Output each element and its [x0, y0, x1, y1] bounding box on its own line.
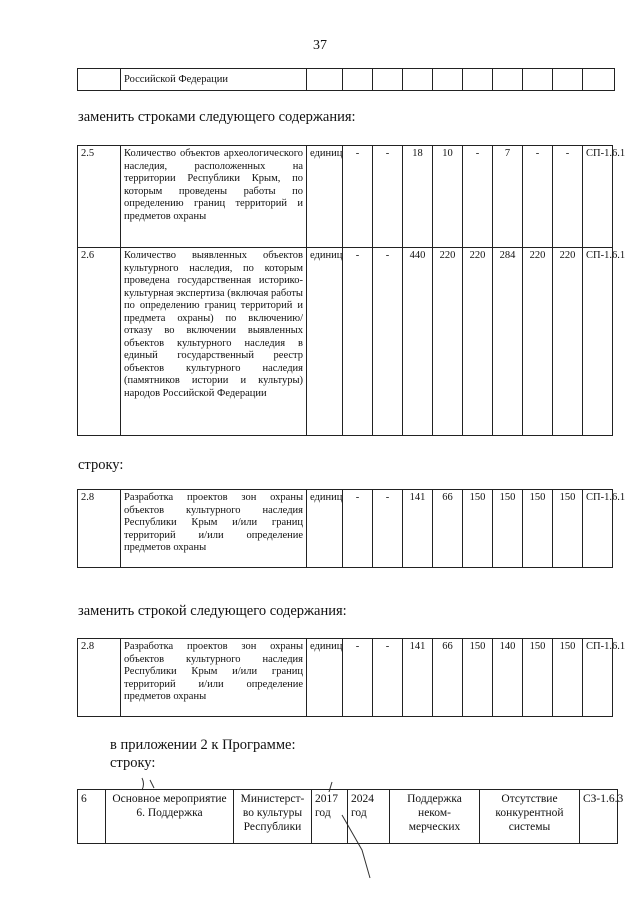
cell-desc: Количество объектов археологического наследия, расположенных на территории Республики Крым, по которым проведены работы по определению границ территорий и предметов охраны — [121, 146, 307, 248]
appendix-table — [77, 789, 624, 844]
cell-name: Основное мероприятие 6. Поддержка — [106, 790, 234, 844]
instruction-text: строку: — [78, 457, 124, 473]
cell-value: 141 — [403, 490, 433, 568]
cell-unit: единиц — [307, 248, 343, 436]
cell-value: 66 — [433, 490, 463, 568]
cell-value: - — [553, 146, 583, 248]
cell-desc: Количество выявленных объектов культурного наследия, по которым проведена государственная историко-культурная экспертиза (включая работы по определению границ территорий и предмета охраны) по включению/отказу во включении выявленных объектов культурного наследия в единый государственный реестр объектов культурного наследия (памятников истории и культуры) народов Российской Федерации — [121, 248, 307, 436]
table-row — [78, 248, 613, 436]
cell-value: - — [343, 146, 373, 248]
cell-value: 284 — [493, 248, 523, 436]
cell-value: 150 — [553, 490, 583, 568]
cell-org: Министерст-во культуры Республики — [234, 790, 312, 844]
cell-desc: Разработка проектов зон охраны объектов культурного наследия Республики Крым и/или границ территорий и/или определение предметов охраны — [121, 639, 307, 717]
page-number: 37 — [313, 38, 327, 53]
cell-value: 150 — [553, 639, 583, 717]
cell-code: СП-1.6.1 — [583, 490, 613, 568]
cell-value: - — [463, 146, 493, 248]
top-table — [77, 68, 615, 91]
cell-num: 2.6 — [78, 248, 121, 436]
table-row — [78, 69, 615, 91]
cell-end: 2024 год — [348, 790, 390, 844]
cell-value: - — [373, 146, 403, 248]
old-row-table — [77, 489, 626, 568]
cell-value: 150 — [463, 490, 493, 568]
cell-code: СП-1.6.1 — [583, 146, 613, 248]
cell-value: 150 — [493, 490, 523, 568]
instruction-text: заменить строкой следующего содержания: — [78, 603, 347, 619]
table-row — [78, 490, 613, 568]
table-row — [78, 639, 613, 717]
cell-value: 7 — [493, 146, 523, 248]
cell-value: - — [373, 639, 403, 717]
cell-value: 150 — [463, 639, 493, 717]
table-row — [78, 790, 618, 844]
cell-code: СЗ-1.6.3 — [580, 790, 618, 844]
new-row-table — [77, 638, 626, 717]
cell-value: 220 — [553, 248, 583, 436]
cell-value: 220 — [523, 248, 553, 436]
cell-value: 440 — [403, 248, 433, 436]
cell-desc: Разработка проектов зон охраны объектов культурного наследия Республики Крым и/или границ территорий и/или определение предметов охраны — [121, 490, 307, 568]
instruction-text: строку: — [110, 755, 156, 771]
replacement-table — [77, 145, 626, 436]
cell-code: СП-1.6.1 — [583, 639, 613, 717]
cell-value: - — [373, 490, 403, 568]
cell-value: - — [343, 639, 373, 717]
cell-unit: единиц — [307, 490, 343, 568]
cell-num: 2.5 — [78, 146, 121, 248]
cell-value: 220 — [433, 248, 463, 436]
cell-desc: Российской Федерации — [121, 69, 307, 91]
cell-value: - — [523, 146, 553, 248]
cell-unit: единиц — [307, 146, 343, 248]
instruction-text: заменить строками следующего содержания: — [78, 109, 356, 125]
table-row — [78, 146, 613, 248]
cell-value: - — [373, 248, 403, 436]
cell-value: 150 — [523, 639, 553, 717]
cell-risk: Отсутствие конкурентной системы — [480, 790, 580, 844]
cell-code: СП-1.6.1 — [583, 248, 613, 436]
cell-unit: единиц — [307, 639, 343, 717]
cell-num: 6 — [78, 790, 106, 844]
cell-value: 140 — [493, 639, 523, 717]
cell-value: 220 — [463, 248, 493, 436]
cell-num: 2.8 — [78, 639, 121, 717]
cell-start: 2017 год — [312, 790, 348, 844]
cell-value: 150 — [523, 490, 553, 568]
cell-value: 10 — [433, 146, 463, 248]
cell-value: 66 — [433, 639, 463, 717]
cell-result: Поддержка неком-мерческих — [390, 790, 480, 844]
cell-value: - — [343, 490, 373, 568]
cell-value: 141 — [403, 639, 433, 717]
cell-value: 18 — [403, 146, 433, 248]
instruction-text: в приложении 2 к Программе: — [110, 737, 296, 753]
cell-num: 2.8 — [78, 490, 121, 568]
cell-value: - — [343, 248, 373, 436]
